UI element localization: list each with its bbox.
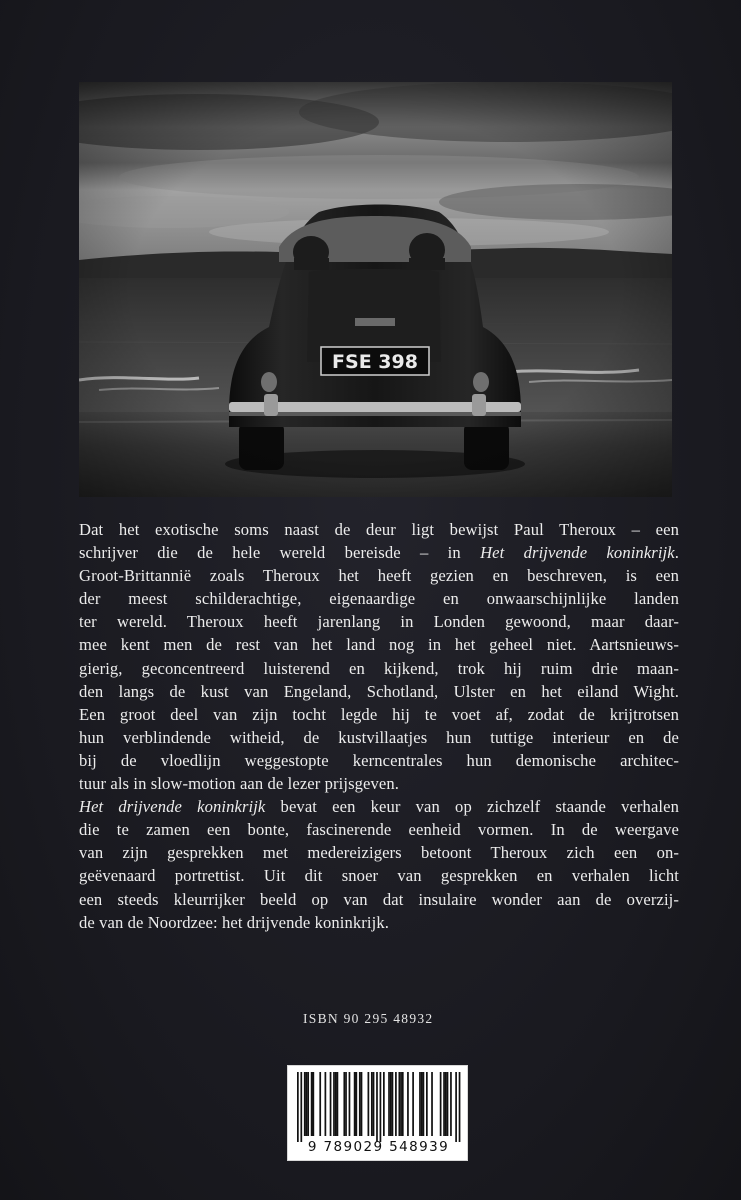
barcode-bar <box>392 1072 394 1136</box>
barcode-bar <box>412 1072 414 1136</box>
barcode-bar <box>445 1072 447 1136</box>
barcode-bar <box>330 1072 332 1136</box>
barcode-bar <box>426 1072 428 1136</box>
barcode-bar <box>407 1072 409 1136</box>
barcode-digits: 9 789029 548939 <box>307 1139 450 1155</box>
barcode-bar <box>398 1072 400 1136</box>
cover-photo <box>79 82 672 497</box>
description-line <box>79 610 679 633</box>
barcode-bar <box>297 1072 299 1142</box>
vintage-car-photo-icon <box>79 82 672 497</box>
description-line-text: Groot-Brittannië zoals Theroux het heeft gezien en beschreven, is een <box>79 566 679 586</box>
description-line <box>79 587 679 610</box>
barcode-bar <box>390 1072 392 1136</box>
description-line <box>79 680 679 703</box>
barcode-bar <box>376 1072 378 1142</box>
description-line-tail: bevat een keur van op zichzelf staande verhalen <box>265 797 679 817</box>
barcode-bar <box>421 1072 423 1136</box>
barcode-bar <box>306 1072 308 1136</box>
description-line-text: van zijn gesprekken met medereizigers betoont Theroux zich een on- <box>79 843 679 863</box>
description-line-text: een steeds kleurrijker beeld op van dat insulaire wonder aan de overzij- <box>79 889 679 909</box>
description-line-text: schrijver die de hele wereld bereisde – in <box>79 543 481 563</box>
book-title-italic: Het drijvende koninkrijk <box>79 797 266 817</box>
barcode-bar <box>440 1072 442 1136</box>
description-line <box>79 841 679 864</box>
barcode-bar <box>388 1072 390 1136</box>
description-line <box>79 564 679 587</box>
barcode-bar <box>450 1072 452 1136</box>
description-line-text: die te zamen een bonte, fascinerende eenheid vormen. In de weergave <box>79 820 679 840</box>
barcode-bar <box>383 1072 385 1136</box>
description-line-tail: . <box>674 543 679 563</box>
barcode-bar <box>361 1072 363 1136</box>
description-line <box>79 888 679 911</box>
book-description <box>79 518 679 934</box>
barcode-bar <box>373 1072 375 1136</box>
description-line <box>79 911 679 934</box>
barcode-bar <box>419 1072 421 1136</box>
barcode-bar <box>312 1072 314 1136</box>
isbn-label: ISBN 90 295 48932 <box>303 1011 434 1026</box>
description-line-text: Dat het exotische soms naast de deur ligt bewijst Paul Theroux – een <box>79 520 679 539</box>
barcode-bar <box>333 1072 335 1136</box>
description-line <box>79 795 679 818</box>
book-title-italic: Het drijvende koninkrijk <box>480 543 675 563</box>
barcode-bar <box>337 1072 339 1136</box>
barcode-bar <box>359 1072 361 1136</box>
description-line-text: geëvenaard portrettist. Uit dit snoer van gesprekken en verhalen licht <box>79 866 679 886</box>
barcode-bar <box>423 1072 425 1136</box>
description-line <box>79 749 679 772</box>
description-line-text: den langs de kust van Engeland, Schotland, Ulster en het eiland Wight. <box>79 681 679 701</box>
description-line-text: tuur als in slow-motion aan de lezer prijsgeven. <box>79 774 399 794</box>
description-line <box>79 541 679 564</box>
barcode-bar <box>325 1072 327 1136</box>
barcode-bar <box>349 1072 351 1136</box>
barcode-bar <box>354 1072 356 1136</box>
barcode-bar <box>447 1072 449 1136</box>
barcode-bar <box>307 1072 309 1136</box>
barcode-bar <box>395 1072 397 1136</box>
barcode-bar <box>371 1072 373 1136</box>
description-line <box>79 703 679 726</box>
description-line-text: hun verblindende witheid, de kustvillaatjes hun tuttige interieur en de <box>79 727 679 747</box>
barcode-bar <box>345 1072 347 1136</box>
barcode-bar <box>455 1072 457 1142</box>
description-line <box>79 518 679 541</box>
barcode-bar <box>304 1072 306 1136</box>
barcode-bar <box>443 1072 445 1136</box>
description-line-text: de van de Noordzee: het drijvende koninkrijk. <box>79 912 390 932</box>
barcode-bar <box>319 1072 321 1136</box>
barcode <box>287 1065 468 1161</box>
barcode-bar <box>335 1072 337 1136</box>
barcode-bar <box>459 1072 461 1142</box>
description-line <box>79 657 679 680</box>
description-line-text: Een groot deel van zijn tocht legde hij te voet af, zodat de krijtrotsen <box>79 704 679 724</box>
description-line <box>79 633 679 656</box>
barcode-bar <box>380 1072 382 1142</box>
barcode-bar <box>355 1072 357 1136</box>
description-line <box>79 772 679 795</box>
barcode-bar <box>431 1072 433 1136</box>
description-line-text: der meest schilderachtige, eigenaardige en onwaarschijnlijke landen <box>79 589 679 609</box>
description-line <box>79 864 679 887</box>
barcode-bar <box>343 1072 345 1136</box>
barcode-bar <box>368 1072 370 1136</box>
description-line-text: mee kent men de rest van het land nog in het geheel niet. Aartsnieuws- <box>79 635 679 655</box>
barcode-bar <box>402 1072 404 1136</box>
barcode-bar <box>311 1072 313 1136</box>
description-line <box>79 726 679 749</box>
description-line-text: gierig, geconcentreerd luisterend en kijkend, trok hij ruim drie maan- <box>79 658 679 678</box>
description-line <box>79 818 679 841</box>
description-line-text: ter wereld. Theroux heeft jarenlang in Londen gewoond, maar daar- <box>79 612 679 632</box>
description-line-text: bij de vloedlijn weggestopte kerncentrales hun demonische architec- <box>79 750 679 770</box>
barcode-bar <box>300 1072 302 1142</box>
barcode-bar <box>400 1072 402 1136</box>
